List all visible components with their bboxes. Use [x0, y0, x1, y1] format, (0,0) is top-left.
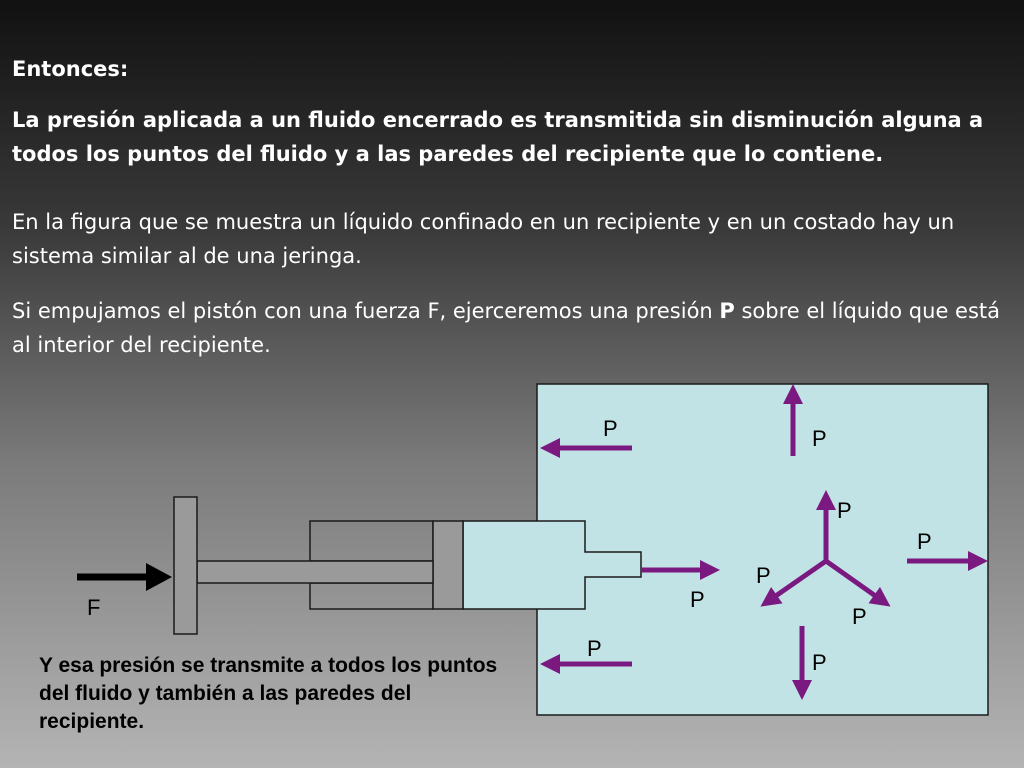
push-text-before: Si empujamos el pistón con una fuerza F, ejerceremos una presión	[12, 299, 720, 323]
pressure-label: P	[837, 498, 852, 523]
syringe-barrel-wall-top	[310, 521, 433, 561]
figure-intro-text: En la figura que se muestra un líquido confinado en un recipiente y en un costado hay un sistema similar al de una jeringa.	[12, 210, 955, 268]
pressure-label: P	[812, 426, 827, 451]
piston-handle	[174, 497, 197, 634]
pressure-label: P	[756, 563, 771, 588]
pressure-label: P	[917, 529, 932, 554]
pressure-label: P	[603, 416, 618, 441]
push-text-emphasis: P	[719, 299, 735, 323]
push-text-after: sobre el líquido que está al interior del recipiente.	[12, 299, 1000, 357]
piston-rod	[197, 561, 433, 583]
principle-text: La presión aplicada a un fluido encerrado es transmitida sin disminución alguna a todos los puntos del fluido y a las paredes del recipiente que lo contiene.	[12, 108, 984, 166]
syringe-barrel-wall-bottom	[310, 583, 433, 609]
pressure-label: P	[852, 604, 867, 629]
pressure-label: P	[812, 650, 827, 675]
pressure-label: P	[690, 587, 705, 612]
force-label: F	[87, 595, 101, 620]
heading: Entonces:	[12, 57, 129, 81]
pressure-label: P	[587, 636, 602, 661]
piston-head	[433, 521, 463, 609]
force-arrow	[77, 563, 172, 591]
caption: Y esa presión se transmite a todos los puntos del fluido y también a las paredes del recipiente.	[39, 654, 498, 733]
